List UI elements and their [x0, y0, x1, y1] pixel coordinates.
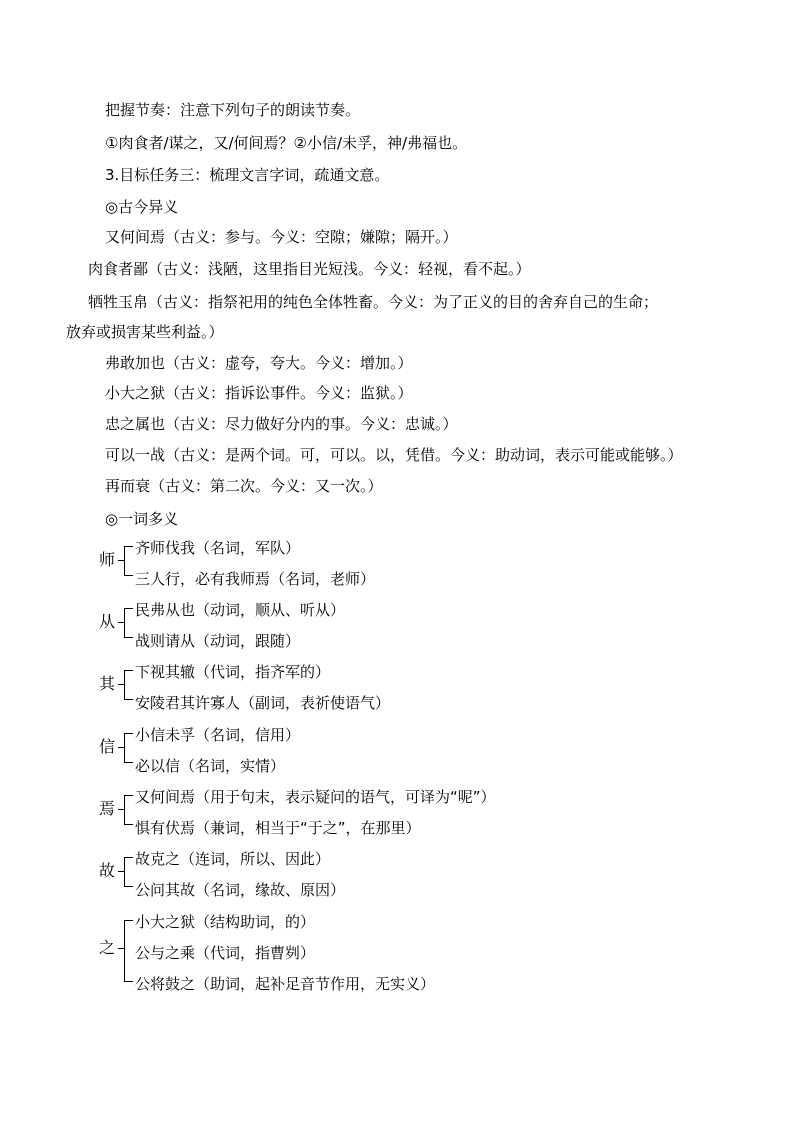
polysemy-char: 师: [98, 550, 115, 569]
polysemy-meaning: 必以信（名词，实情）: [135, 757, 286, 775]
brace-shape: [124, 795, 133, 825]
polysemy-meaning: 安陵君其许寡人（副词，表祈使语气）: [135, 694, 391, 712]
polysemy-meaning: 下视其辙（代词，指齐军的）: [135, 663, 331, 681]
polysemy-char: 其: [98, 674, 115, 693]
polysemy-meaning: 公与之乘（代词，指曹刿）: [135, 944, 316, 962]
brace-tick: [118, 560, 125, 561]
gujin-item-2: 肉食者鄙（古义：浅陋，这里指目光短浅。今义：轻视，看不起。）: [88, 260, 531, 278]
brace-shape: [124, 670, 133, 700]
polysemy-char: 焉: [98, 799, 115, 818]
polysemy-meaning: 齐师伐我（名词，军队）: [135, 539, 301, 557]
brace-tick: [118, 684, 125, 685]
brace-shape: [124, 608, 133, 638]
brace-tick: [118, 747, 125, 748]
polysemy-char: 从: [98, 612, 115, 631]
brace-shape: [124, 857, 133, 887]
gujin-item-6: 忠之属也（古义：尽力做好分内的事。今义：忠诚。）: [105, 415, 458, 433]
brace-shape: [124, 733, 133, 763]
gujin-item-8: 再而衰（古义：第二次。今义：又一次。）: [105, 477, 383, 495]
polysemy-meaning: 小大之狱（结构助词，的）: [135, 913, 316, 931]
gujin-item-1: 又何间焉（古义：参与。今义：空隙；嫌隙；隔开。）: [105, 228, 458, 246]
gujin-item-7: 可以一战（古义：是两个词。可，可以。以，凭借。今义：助动词，表示可能或能够。）: [105, 446, 683, 464]
paragraph-rhythm-heading: 把握节奏：注意下列句子的朗读节奏。: [105, 101, 361, 119]
polysemy-meaning: 惧有伏焉（兼词，相当于“于之”，在那里）: [135, 819, 421, 837]
brace-tick: [118, 809, 125, 810]
gujin-item-5: 小大之狱（古义：指诉讼事件。今义：监狱。）: [105, 384, 413, 402]
polysemy-char: 信: [98, 737, 115, 756]
gujin-item-3-continued: 放弃或损害某些利益。）: [66, 323, 224, 341]
polysemy-char: 之: [98, 938, 115, 957]
brace-tick: [118, 871, 125, 872]
brace-shape: [124, 546, 133, 576]
polysemy-meaning: 小信未孚（名词，信用）: [135, 726, 301, 744]
paragraph-rhythm-examples: ①肉食者/谋之，又/何间焉？②小信/未孚，神/弗福也。: [105, 134, 468, 152]
gujin-item-4: 弗敢加也（古义：虚夸，夸大。今义：增加。）: [105, 354, 413, 372]
brace-tick: [118, 622, 125, 623]
polysemy-meaning: 公问其故（名词，缘故、原因）: [135, 881, 346, 899]
polysemy-meaning: 三人行，必有我师焉（名词，老师）: [135, 570, 376, 588]
polysemy-char: 故: [98, 861, 115, 880]
section-heading-yici: ◎一词多义: [105, 510, 179, 528]
brace-shape: [124, 920, 133, 982]
polysemy-meaning: 战则请从（动词，跟随）: [135, 632, 301, 650]
polysemy-meaning: 民弗从也（动词，顺从、听从）: [135, 601, 346, 619]
brace-tick: [118, 948, 125, 949]
polysemy-meaning: 公将鼓之（助词，起补足音节作用，无实义）: [135, 975, 436, 993]
polysemy-meaning: 又何间焉（用于句末，表示疑问的语气，可译为“呢”）: [135, 788, 496, 806]
gujin-item-3: 牺牲玉帛（古义：指祭祀用的纯色全体牲畜。今义：为了正义的目的舍弃自己的生命；: [88, 293, 659, 311]
paragraph-task-three: 3.目标任务三：梳理文言字词，疏通文意。: [105, 166, 390, 184]
polysemy-meaning: 故克之（连词，所以、因此）: [135, 850, 331, 868]
section-heading-gujin: ◎古今异义: [105, 198, 179, 216]
